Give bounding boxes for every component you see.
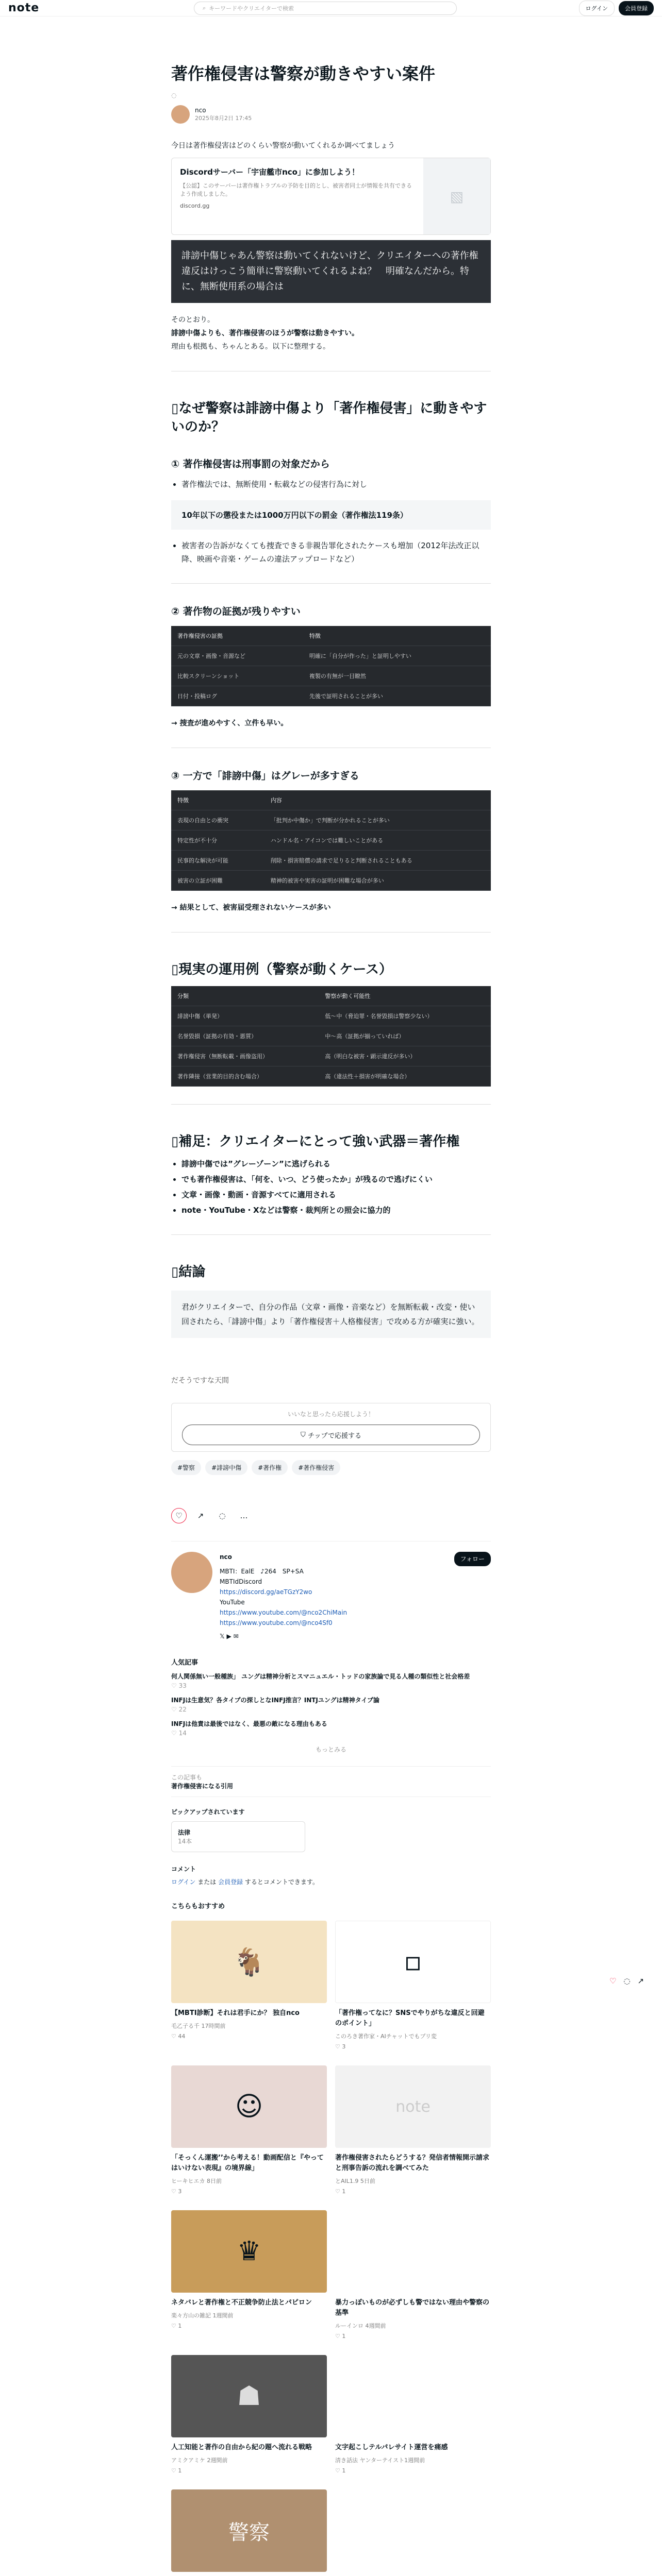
search-icon: ⌕ — [203, 4, 206, 11]
recommend-card[interactable]: 暴力っぽいものが必ずしも警ではない理由や警察の基準 ルーインロ 4週間前 ♡ 1 — [335, 2210, 491, 2340]
recommend-card[interactable] — [171, 2489, 327, 2572]
magazine-icon: ◌ — [171, 92, 177, 99]
table: 特徴 内容 表現の自由との衝突 「批判か中傷か」で判断が分かれることが多い 特定性が不十分 ハンドル名・アイコンでは難しいことがある 民事的な解決が可能 削除・損害賠償の請求で足りると判断されることもある 被害の立証が困難 精神的被害や実害の証明が困難な場合が多い — [171, 790, 491, 891]
card-title: Discordサーバー「宇宙艦市nco」に参加しよう！ — [180, 167, 359, 177]
popular-item[interactable]: 何人関係無い一般種族」 ユングは精神分析とスマニュエル・トッドの家族論で見る人種の類似性と社会格差 ♡ 33 — [171, 1673, 470, 1689]
series-nav[interactable]: この記事も 著作権侵害になる引用 — [171, 1766, 491, 1797]
more-icon[interactable]: … — [240, 1511, 248, 1520]
tag-list — [171, 1460, 491, 1475]
popular-item[interactable]: INFJは他責は最後ではなく、最悪の敵になる理由もある ♡ 14 — [171, 1720, 327, 1737]
note-placeholder-icon: note — [335, 2065, 491, 2148]
pickup-card[interactable]: 法律 14本 — [171, 1821, 305, 1852]
heading: ▯結論 — [171, 1264, 206, 1280]
comment-icon[interactable]: ◌ — [219, 1511, 226, 1520]
card-desc: 【公認】このサーバーは著作権トラブルの予防を目的とし、被害者同士が情報を共有できるよう作成しました。 — [180, 182, 412, 197]
profile-link[interactable]: https://www.youtube.com/@nco2ChiMain — [220, 1609, 347, 1616]
heading: ▯補足：クリエイターにとって強い武器＝著作権 — [171, 1134, 460, 1149]
login-button[interactable]: ログイン — [579, 1, 615, 16]
recommend-card[interactable]: ☗ 人工知能と著作の自由から紀の題へ流れる戦略 アミクアミケ 2週間前 ♡ 1 — [171, 2355, 327, 2474]
heading: ③ 一方で「誹謗中傷」はグレーが多すぎる — [171, 770, 359, 782]
profile-name[interactable]: nco — [220, 1553, 232, 1561]
social-icons — [220, 1631, 491, 1641]
tag[interactable]: #著作権 — [252, 1460, 288, 1475]
blank-icon — [335, 2210, 491, 2293]
support-box — [171, 1403, 491, 1452]
comment-section: コメント ログイン または 会員登録 するとコメントできます。 — [171, 1866, 319, 1886]
article — [171, 62, 491, 2572]
note-box: 10年以下の懲役または1000万円以下の罰金（著作権法119条） — [171, 500, 491, 530]
popular-section — [171, 1657, 491, 1754]
intro: 今日は著作権侵害はどのくらい警察が動いてくれるか调べてましょう — [171, 142, 395, 150]
broken-image-icon: ▫ — [335, 1921, 491, 2003]
list-item: • 被害者の告訴がなくても捜査できる非親告罪化されたケースも増加（2012年法改正以降、映画や音楽・ゲームの違法アップロードなど） — [181, 539, 491, 566]
comment-icon[interactable]: ◌ — [623, 1976, 631, 1986]
link-card[interactable] — [171, 158, 491, 235]
signup-link[interactable]: 会員登録 — [218, 1878, 243, 1886]
photo-icon: ☺ — [171, 2065, 327, 2148]
signup-button[interactable]: 会員登録 — [619, 1, 654, 15]
post-date: 2025年8月2日 17:45 — [195, 115, 252, 122]
recommend-card[interactable]: 🐐 【MBTI診断】それは君手にか？ 独自nco 毛乙子る千 17時間前 ♡ 44 — [171, 1921, 327, 2050]
side-actions — [609, 1976, 644, 1986]
paragraph: 理由も根拠も、ちゃんとある。以下に整理する。 — [171, 343, 330, 351]
heading: ▯現実の運用例（警察が動くケース） — [171, 962, 393, 977]
tip-icon: ⛉ — [301, 1431, 306, 1439]
mail-icon[interactable]: ✉ — [233, 1633, 239, 1640]
sign-icon: 警察 — [171, 2489, 327, 2572]
tag[interactable]: #著作権侵害 — [292, 1460, 340, 1475]
header — [0, 0, 662, 16]
list-item: • 誹謗中傷では”グレーゾーン”に逃げられる — [181, 1157, 491, 1171]
pickup-section: ピックアップされています 法律 14本 — [171, 1807, 491, 1852]
x-icon[interactable]: 𝕏 — [220, 1633, 225, 1640]
recommend-card[interactable]: 文字起こしテルパレサイト運営を痛感 清き話法 ヤンターテイスト1週間前 ♡ 1 — [335, 2355, 491, 2474]
blank-icon — [335, 2355, 491, 2437]
profile-link[interactable]: https://discord.gg/aeTGzY2wo — [220, 1588, 312, 1596]
card-domain: discord.gg — [180, 202, 210, 209]
profile-card — [171, 1541, 491, 1641]
paragraph: → 捜査が進めやすく、立件も早い。 — [171, 719, 288, 727]
table: 著作権侵害の証拠 特徴 元の文章・画像・音源など 明確に「自分が作った」と証明しやすい 比較スクリーンショット 複製の有無が一目瞭然 日付・投稿ログ 先後で証明されることが多い — [171, 626, 491, 706]
heading: ② 著作物の証拠が残りやすい — [171, 606, 301, 617]
support-note: いいなと思ったら応援しよう！ — [287, 1411, 374, 1418]
like-icon[interactable]: ♡ — [609, 1976, 617, 1986]
recommend-grid — [171, 1921, 491, 2572]
heading: ① 著作権侵害は刑事罰の対象だから — [171, 459, 330, 470]
paragraph: だそうですな天間 — [171, 1377, 229, 1385]
action-bar — [171, 1508, 491, 1523]
section-title: こちらもおすすめ — [171, 1903, 225, 1910]
article-title: 著作権侵害は警察が動きやすい案件 — [171, 64, 436, 83]
recommend-card[interactable]: note 著作権侵害されたらどうする？発信者情報開示請求と刑事告訴の流れを調べてみた とAIL1.9 5日前 ♡ 1 — [335, 2065, 491, 2195]
more-link[interactable]: もっとみる — [315, 1746, 346, 1753]
box-icon: ▯ — [171, 1264, 179, 1280]
list-item: • note・YouTube・Xなどは警察・裁判所との照会に協力的 — [181, 1204, 491, 1217]
recommend-card[interactable]: ▫ 「著作権ってなに？SNSでやりがちな違反と回避のポイント」 このろき著作家・AIチャットでもプリ変 ♡ 3 — [335, 1921, 491, 2050]
tip-button[interactable]: ⛉ チップで応援する — [182, 1425, 480, 1445]
conclusion-box: 君がクリエイターで、自分の作品（文章・画像・音楽など）を無断転載・改変・使い回されたら、「誹謗中傷」より「著作権侵害＋人格権侵害」で攻める方が確実に強い。 — [171, 1291, 491, 1338]
youtube-icon[interactable]: ▶ — [226, 1633, 231, 1640]
recommend-card[interactable]: ☺ 「そっくん運搬’’から考える！動画配信と『やってはいけない表現』の境界線」 ヒーキヒエカ 8日前 ♡ 3 — [171, 2065, 327, 2195]
heading: ▯なぜ警察は誹謗中傷より「著作権侵害」に動きやすいのか？ — [171, 401, 487, 435]
quote-block: 誹謗中傷じゃあん警察は動いてくれないけど、クリエイターへの著作権違反はけっこう簡単に警察動いてくれるよね？ 明確なんだから。特に、無断使用系の場合は — [171, 240, 491, 303]
bio: MBTI：EalE ♪264 SP+SA — [220, 1568, 304, 1575]
login-link[interactable]: ログイン — [171, 1878, 196, 1886]
popular-item[interactable]: INFJは生意気？各タイプの探しとなINFJ推言？INTJユングは精神タイプ論 ♡ 22 — [171, 1697, 380, 1713]
tag[interactable]: #警察 — [171, 1460, 201, 1475]
list-item: • 文章・画像・動画・音源すべてに適用される — [181, 1188, 491, 1201]
author-row — [171, 105, 491, 124]
bio: YouTube — [220, 1599, 245, 1606]
profile-link[interactable]: https://www.youtube.com/@nco4Sf0 — [220, 1619, 333, 1626]
list-item: • でも著作権侵害は、「何を、いつ、どう使ったか」が残るので逃げにくい — [181, 1173, 491, 1186]
list-item: • 著作権法では、無断使用・転載などの侵害行為に対し — [181, 478, 491, 491]
box-icon: ▯ — [171, 962, 179, 977]
image-placeholder-icon: ▧ — [423, 158, 490, 234]
box-icon: ▯ — [171, 401, 179, 416]
search-input[interactable]: ⌕ キーワードやクリエイターで検索 — [194, 2, 457, 15]
share-icon[interactable]: ↗ — [197, 1511, 204, 1520]
share-icon[interactable]: ↗ — [637, 1976, 644, 1986]
author-name[interactable]: nco — [195, 107, 206, 114]
section-title: 人気記事 — [171, 1659, 198, 1667]
follow-button[interactable]: フォロー — [454, 1552, 491, 1566]
tag[interactable]: #誹謗中傷 — [205, 1460, 247, 1475]
box-icon: ▯ — [171, 1134, 179, 1149]
ram-icon: 🐐 — [171, 1921, 327, 2003]
like-icon[interactable]: ♡ — [171, 1508, 187, 1523]
paragraph: そのとおり。 — [171, 316, 214, 324]
photo-icon: ☗ — [171, 2355, 327, 2437]
avatar[interactable] — [171, 1552, 212, 1593]
painting-icon: ♛ — [171, 2210, 327, 2293]
note-logo[interactable]: note — [8, 2, 40, 14]
recommend-card[interactable]: ♛ ネタバレと著作権と不正競争防止法とパピロン 楽々方山の雑記 1週間前 ♡ 1 — [171, 2210, 327, 2340]
table: 分類 警察が動く可能性 誹謗中傷（単発） 低〜中（脅迫罪・名誉毀損は警察少ない） 名誉毀損（証拠の有効・悪質） 中〜高（証拠が揃っていれば） 著作権侵害（無断転載・画像盗用） 高（明白な被害・顕示違反が多い） 著作隣接（営業的目的含む場合） 高（違法性＋損害が明確な場合） — [171, 986, 491, 1087]
paragraph: 誹謗中傷よりも、著作権侵害のほうが警察は動きやすい。 — [171, 329, 359, 337]
paragraph: → 結果として、被害届受理されないケースが多い — [171, 904, 331, 912]
avatar[interactable] — [171, 105, 190, 124]
bio: MBTIdDiscord — [220, 1578, 262, 1585]
